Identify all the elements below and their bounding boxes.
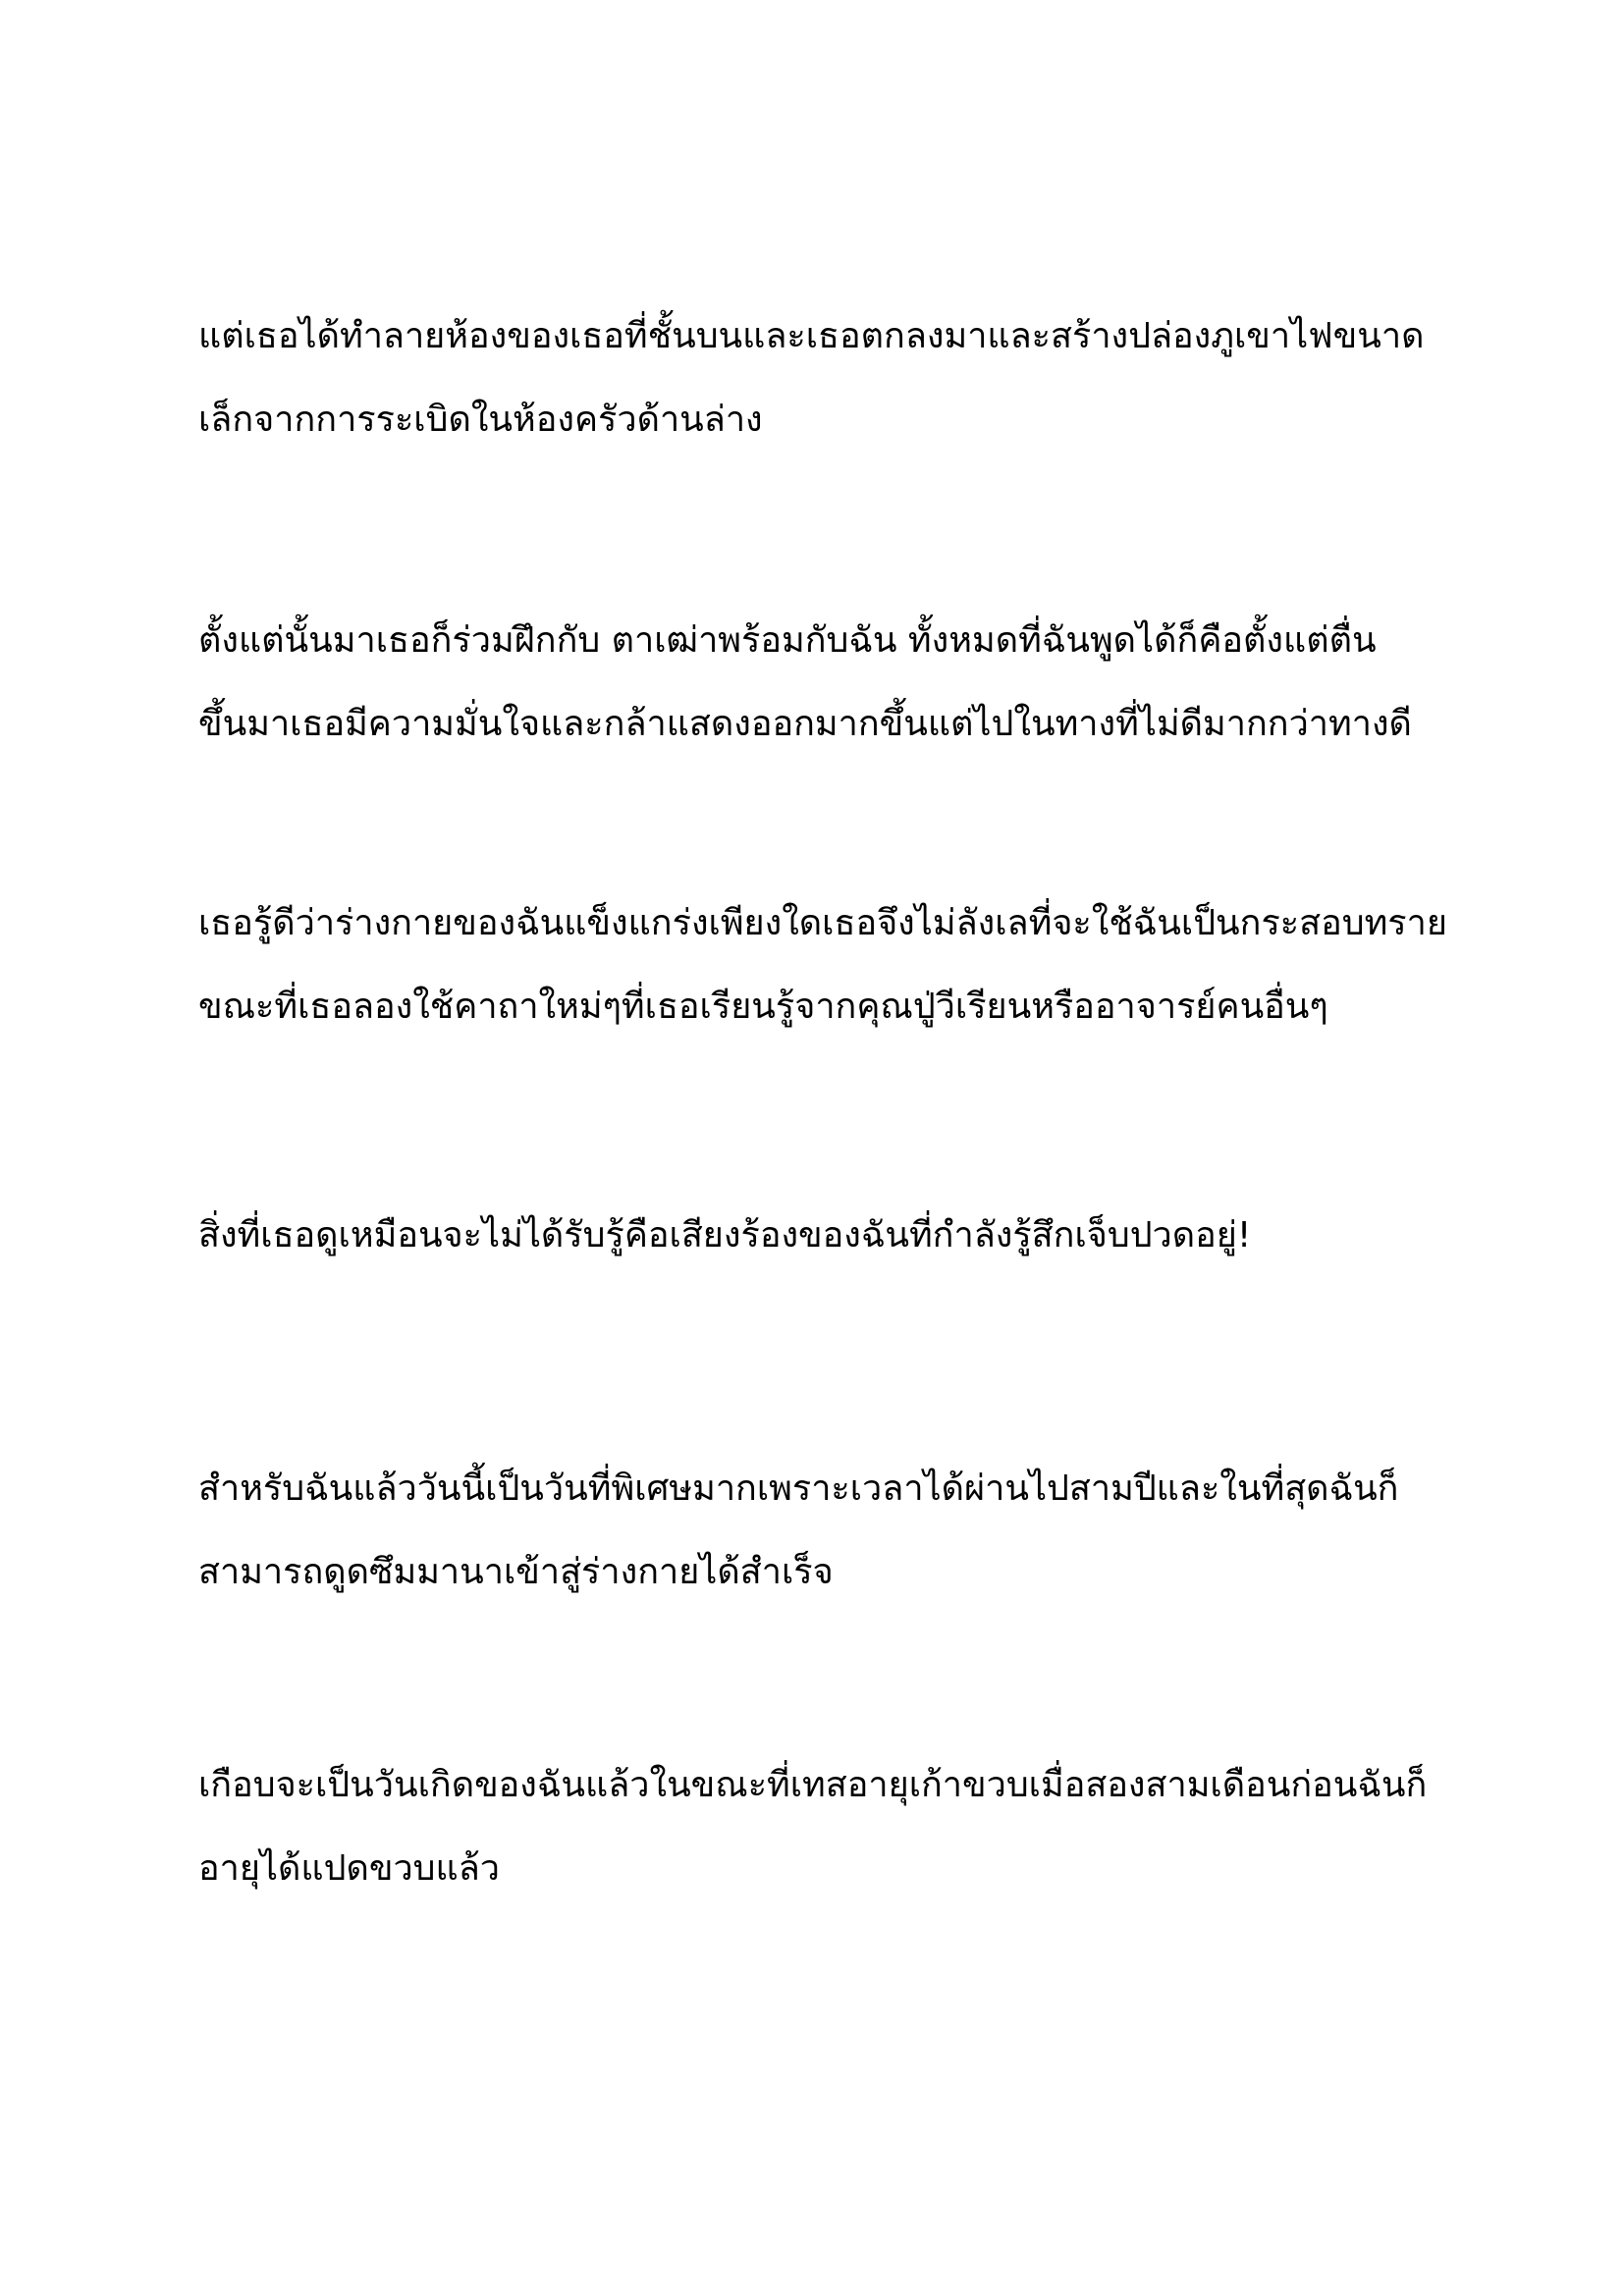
paragraph-line: สำหรับฉันแล้ววันนี้เป็นวันที่พิเศษมากเพราะเวลาได้ผ่านไปสามปีและในที่สุดฉันก็ (198, 1468, 1399, 1509)
paragraph-1 (198, 294, 1445, 461)
paragraph-line: ขณะที่เธอลองใช้คาถาใหม่ๆที่เธอเรียนรู้จากคุณปู่วีเรียนหรืออาจารย์คนอื่นๆ (198, 987, 1328, 1027)
paragraph-line: เธอรู้ดีว่าร่างกายของฉันแข็งแกร่งเพียงใดเธอจึงไม่ลังเลที่จะใช้ฉันเป็นกระสอบทราย (198, 903, 1447, 943)
paragraph-6 (198, 1743, 1445, 1910)
paragraph-4 (198, 1194, 1445, 1277)
paragraph-3 (198, 881, 1445, 1048)
paragraph-line: แต่เธอได้ทำลายห้องของเธอที่ชั้นบนและเธอตกลงมาและสร้างปล่องภูเขาไฟขนาด (198, 316, 1425, 356)
paragraph-line: เกือบจะเป็นวันเกิดของฉันแล้วในขณะที่เทสอายุเก้าขวบเมื่อสองสามเดือนก่อนฉันก็ (198, 1765, 1428, 1805)
paragraph-line: สามารถดูดซึมมานาเข้าสู่ร่างกายได้สำเร็จ (198, 1552, 834, 1592)
paragraph-line: สิ่งที่เธอดูเหมือนจะไม่ได้รับรู้คือเสียงร้องของฉันที่กำลังรู้สึกเจ็บปวดอยู่! (198, 1215, 1252, 1255)
paragraph-line: ตั้งแต่นั้นมาเธอก็ร่วมฝึกกับ ตาเฒ่าพร้อมกับฉัน ทั้งหมดที่ฉันพูดได้ก็คือตั้งแต่ตื่น (198, 620, 1377, 661)
paragraph-line: ขึ้นมาเธอมีความมั่นใจและกล้าแสดงออกมากขึ้นแต่ไปในทางที่ไม่ดีมากกว่าทางดี (198, 704, 1412, 744)
paragraph-line: อายุได้แปดขวบแล้ว (198, 1848, 501, 1889)
paragraph-5 (198, 1447, 1445, 1614)
paragraph-line: เล็กจากการระเบิดในห้องครัวด้านล่าง (198, 400, 763, 440)
paragraph-2 (198, 599, 1445, 766)
